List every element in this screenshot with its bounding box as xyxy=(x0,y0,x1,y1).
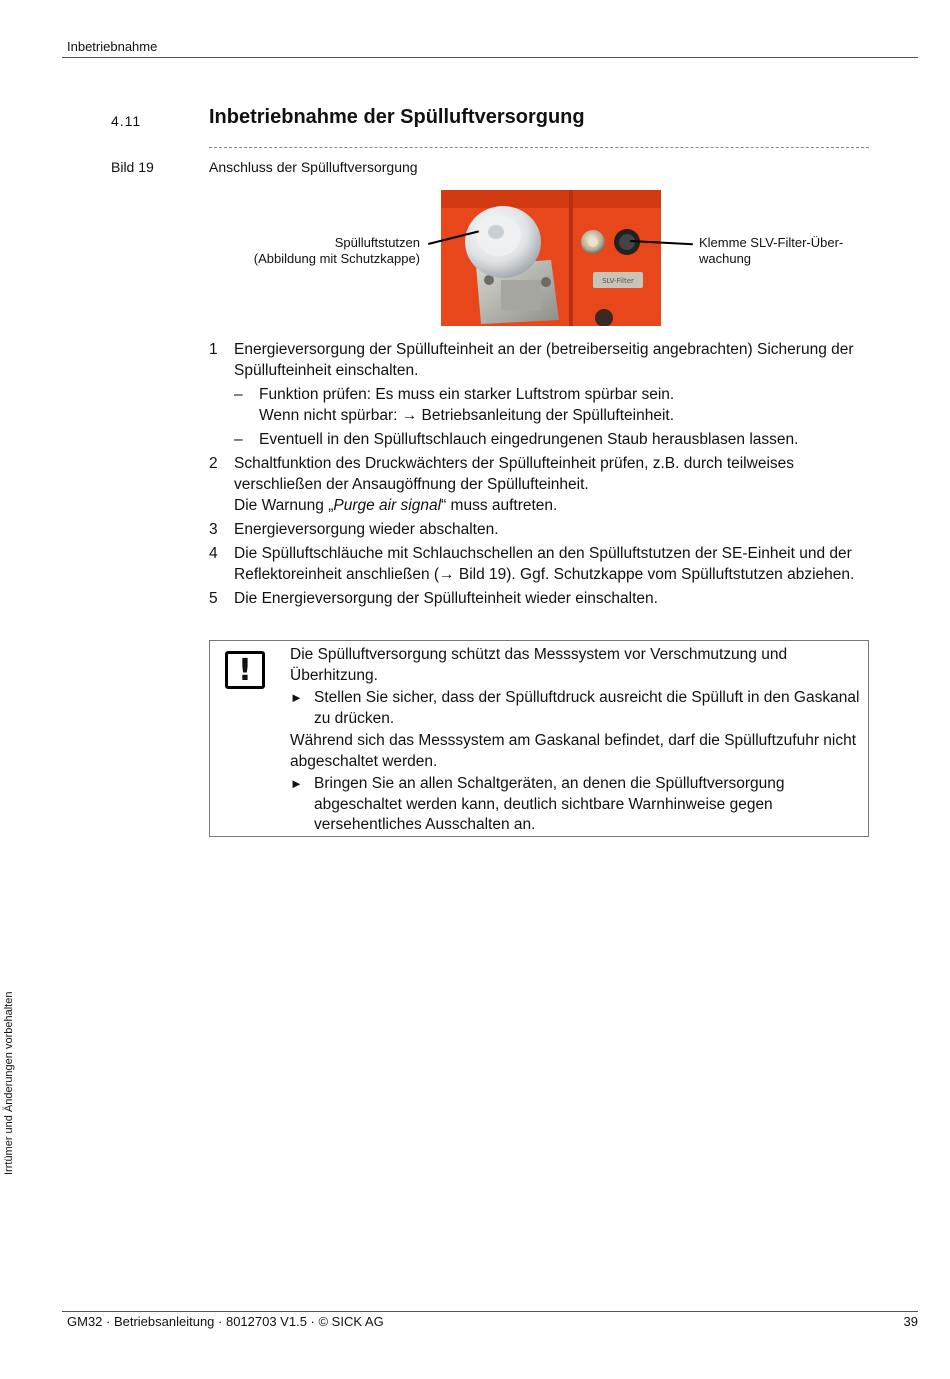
exclamation-warning-icon: ! xyxy=(225,651,265,689)
warning-message-name: Purge air signal xyxy=(333,497,442,514)
header-rule xyxy=(62,57,918,58)
warning-box xyxy=(209,640,869,837)
step-number: 5 xyxy=(209,590,218,607)
running-head: Inbetriebnahme xyxy=(67,39,158,54)
callout-slv-filter-terminal xyxy=(699,235,859,267)
warning-bullet-text: Bringen Sie an allen Schaltgeräten, an denen die Spülluftversorgung abgeschaltet werden kann, deutlich sichtbare Warnhinweise gegen versehentliches Ausschalten an. xyxy=(314,775,785,833)
procedure-steps xyxy=(209,339,871,612)
warning-text xyxy=(290,645,860,838)
side-note-disclaimer: Irrtümer und Änderungen vorbehalten xyxy=(3,991,15,1175)
figure-caption: Anschluss der Spülluftversorgung xyxy=(209,159,418,175)
slv-filter-plate-text: SLV-Filter xyxy=(602,277,634,285)
figure-label: Bild 19 xyxy=(111,159,154,175)
substep-b-text: Eventuell in den Spülluftschlauch eingedrungenen Staub herausblasen lassen. xyxy=(259,431,799,448)
page-number: 39 xyxy=(903,1314,918,1329)
substep-dash: – xyxy=(234,431,243,448)
section-number: 4.11 xyxy=(111,113,142,129)
step-number: 2 xyxy=(209,455,218,472)
dashed-rule xyxy=(209,147,869,148)
figure-photo xyxy=(441,190,661,326)
warning-bullet-text: Stellen Sie sicher, dass der Spülluftdruck ausreicht die Spülluft in den Gaskanal zu drücken. xyxy=(314,689,860,727)
substep-a-line1: Funktion prüfen: Es muss ein starker Luftstrom spürbar sein. xyxy=(259,386,675,403)
triangle-bullet-icon: ► xyxy=(290,776,303,791)
step-text: Schaltfunktion des Druckwächters der Spüllufteinheit prüfen, z.B. durch teilweises verschließen der Ansaugöffnung der Spüllufteinheit. xyxy=(234,455,795,493)
footer-rule xyxy=(62,1311,918,1312)
step-5 xyxy=(209,588,871,609)
callout-left-line1: Spülluftstutzen xyxy=(334,235,420,250)
warning-paragraph-1: Die Spülluftversorgung schützt das Messsystem vor Verschmutzung und Überhitzung. xyxy=(290,646,788,684)
triangle-bullet-icon: ► xyxy=(290,690,303,705)
callout-right-line1: Klemme SLV-Filter-Über- xyxy=(699,235,844,250)
warning-message-post: “ muss auftreten. xyxy=(441,497,558,514)
warning-message-pre: Die Warnung „ xyxy=(234,497,334,514)
substep-a xyxy=(234,384,871,426)
substep-a-line2: Wenn nicht spürbar: → Betriebsanleitung der Spüllufteinheit. xyxy=(259,407,675,424)
warning-bullet-1 xyxy=(290,688,860,729)
step-text: Die Spülluftschläuche mit Schlauchschellen an den Spülluftstutzen der SE-Einheit und der Reflektoreinheit anschließen (→ Bild 19). Ggf. Schutzkappe vom Spülluftstutzen abziehen. xyxy=(234,545,855,583)
step-4 xyxy=(209,543,871,585)
substep-dash: – xyxy=(234,386,243,403)
callout-purge-air-nozzle xyxy=(240,235,420,267)
step-number: 3 xyxy=(209,521,218,538)
section-title: Inbetriebnahme der Spülluftversorgung xyxy=(209,106,585,128)
step-text: Energieversorgung der Spüllufteinheit an der (betreiberseitig angebrachten) Sicherung der Spüllufteinheit einschalten. xyxy=(234,341,854,379)
warning-paragraph-2: Während sich das Messsystem am Gaskanal befindet, darf die Spülluftzufuhr nicht abgeschaltet werden. xyxy=(290,732,857,770)
step-number: 4 xyxy=(209,545,218,562)
substep-b xyxy=(234,429,871,450)
step-2 xyxy=(209,453,871,516)
step-text: Energieversorgung wieder abschalten. xyxy=(234,521,499,538)
step-1 xyxy=(209,339,871,381)
step-text: Die Energieversorgung der Spüllufteinheit wieder einschalten. xyxy=(234,590,658,607)
purge-air-connector-illustration xyxy=(441,190,661,326)
callout-left-line2: (Abbildung mit Schutzkappe) xyxy=(253,251,420,266)
warning-bullet-2 xyxy=(290,774,860,836)
footer-text: GM32 · Betriebsanleitung · 8012703 V1.5 · © SICK AG xyxy=(67,1314,384,1329)
step-3 xyxy=(209,519,871,540)
callout-right-line2: wachung xyxy=(699,251,752,266)
step-number: 1 xyxy=(209,341,218,358)
step-1-substeps xyxy=(234,384,871,450)
